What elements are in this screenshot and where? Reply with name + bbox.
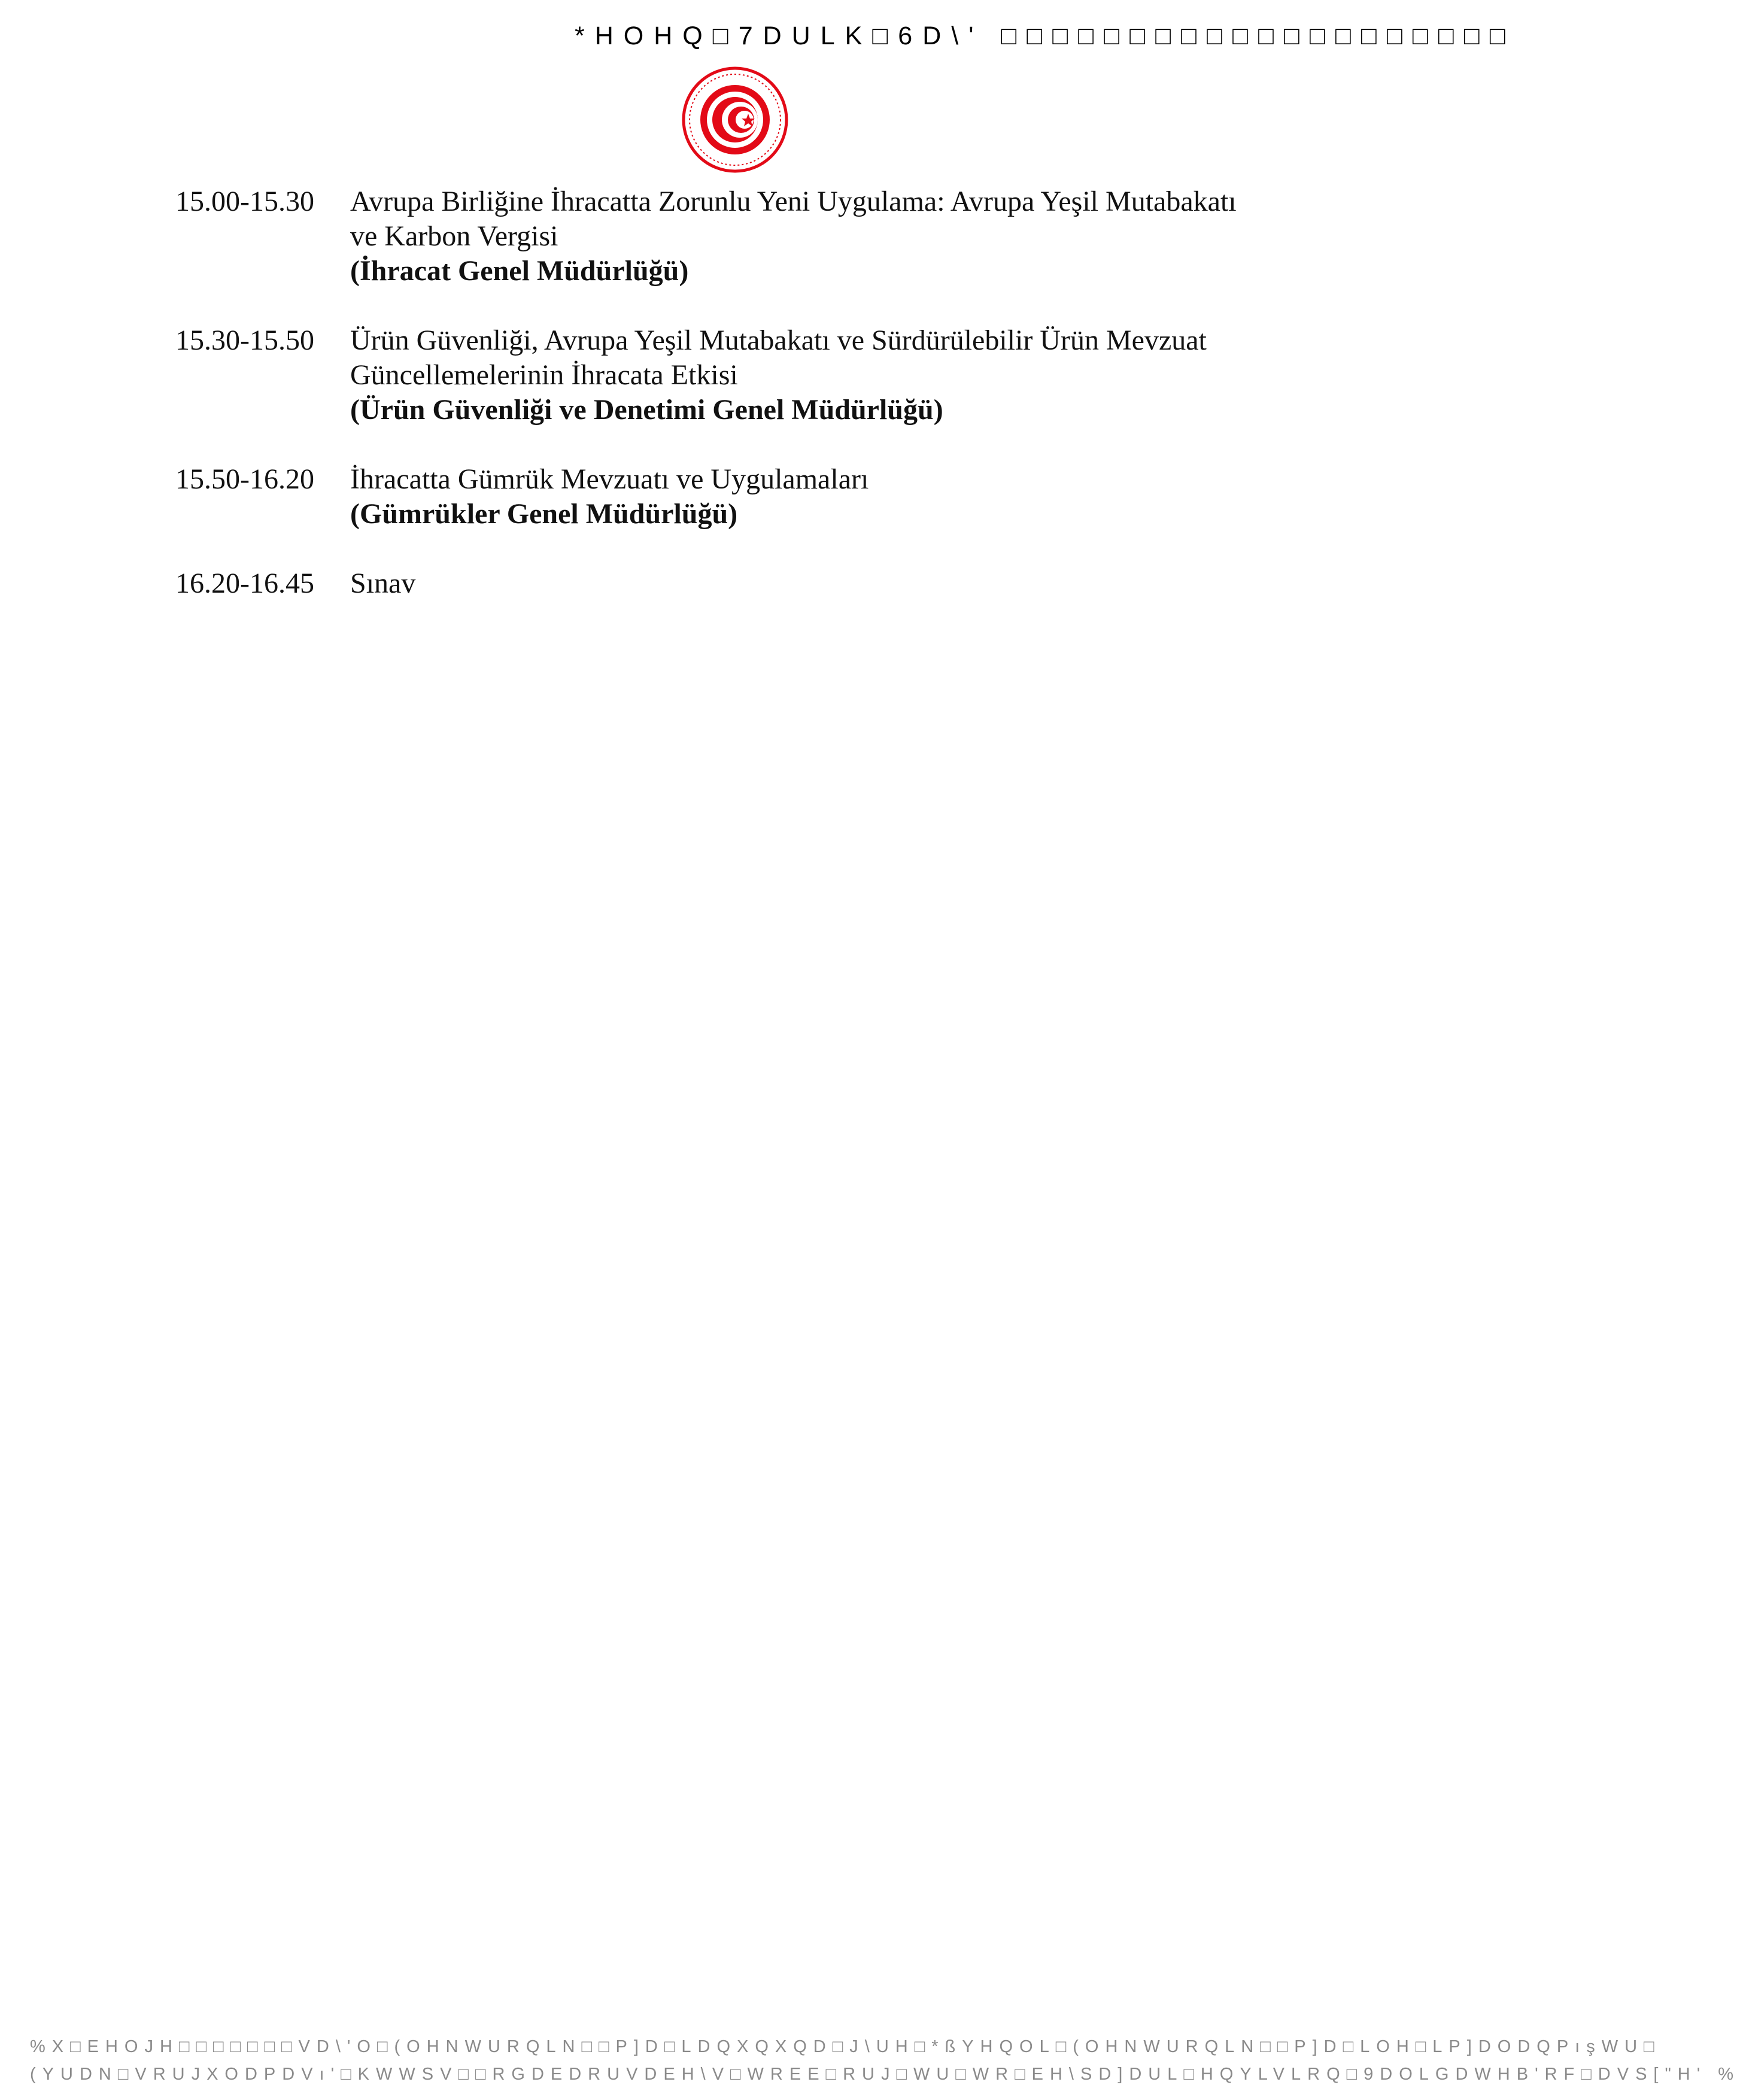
schedule-row	[175, 184, 1313, 289]
session-time: 16.20-16.45	[175, 568, 314, 599]
session-content	[350, 566, 1313, 601]
session-content	[350, 184, 1313, 289]
schedule-row	[175, 566, 1313, 601]
footer-line: %X□EHOJH□□□□□□□VD\'O□(OHNWURQLN□□P]D□LDQXQXQD□J\UH□*ßYHQOL□(OHNWURQLN□□P]D□LOH□LP]DODQPışWU□	[30, 2037, 1661, 2056]
ministry-seal-logo	[681, 66, 789, 174]
session-content	[350, 323, 1313, 427]
session-content	[350, 462, 1313, 532]
session-title-line: Güncellemelerinin İhracata Etkisi	[350, 359, 738, 391]
session-time: 15.50-16.20	[175, 463, 314, 495]
session-time: 15.00-15.30	[175, 186, 314, 217]
schedule-row	[175, 462, 1313, 532]
session-title-line: Ürün Güvenliği, Avrupa Yeşil Mutabakatı ve Sürdürülebilir Ürün Mevzuat	[350, 324, 1207, 356]
schedule-row	[175, 323, 1313, 427]
session-title-line: Avrupa Birliğine İhracatta Zorunlu Yeni Uygulama: Avrupa Yeşil Mutabakatı	[350, 186, 1237, 217]
e-signature-footer	[30, 2033, 1740, 2088]
session-title-line: Sınav	[350, 568, 416, 599]
footer-line: (YUDN□VRUJXODPDVı'□KWWSV□□RGDEDRUVDEH\V□WREE□RUJ□WU□WR□EH\SD]DUL□HQYLVLRQ□9DOLGDWHB'RF□DVS["H' %	[30, 2065, 1740, 2084]
session-time: 15.30-15.50	[175, 324, 314, 356]
session-title-line: ve Karbon Vergisi	[350, 220, 558, 252]
session-organizer: (Ürün Güvenliği ve Denetimi Genel Müdürlüğü)	[350, 394, 943, 426]
session-organizer: (Gümrükler Genel Müdürlüğü)	[350, 498, 738, 530]
session-title-line: İhracatta Gümrük Mevzuatı ve Uygulamaları	[350, 463, 869, 495]
session-organizer: (İhracat Genel Müdürlüğü)	[350, 255, 689, 287]
document-distribution-header: *HOHQ□7DULK□6D\' □□□□□□□□□□□□□□□□□□□□	[575, 22, 1516, 50]
program-schedule	[175, 184, 1313, 636]
